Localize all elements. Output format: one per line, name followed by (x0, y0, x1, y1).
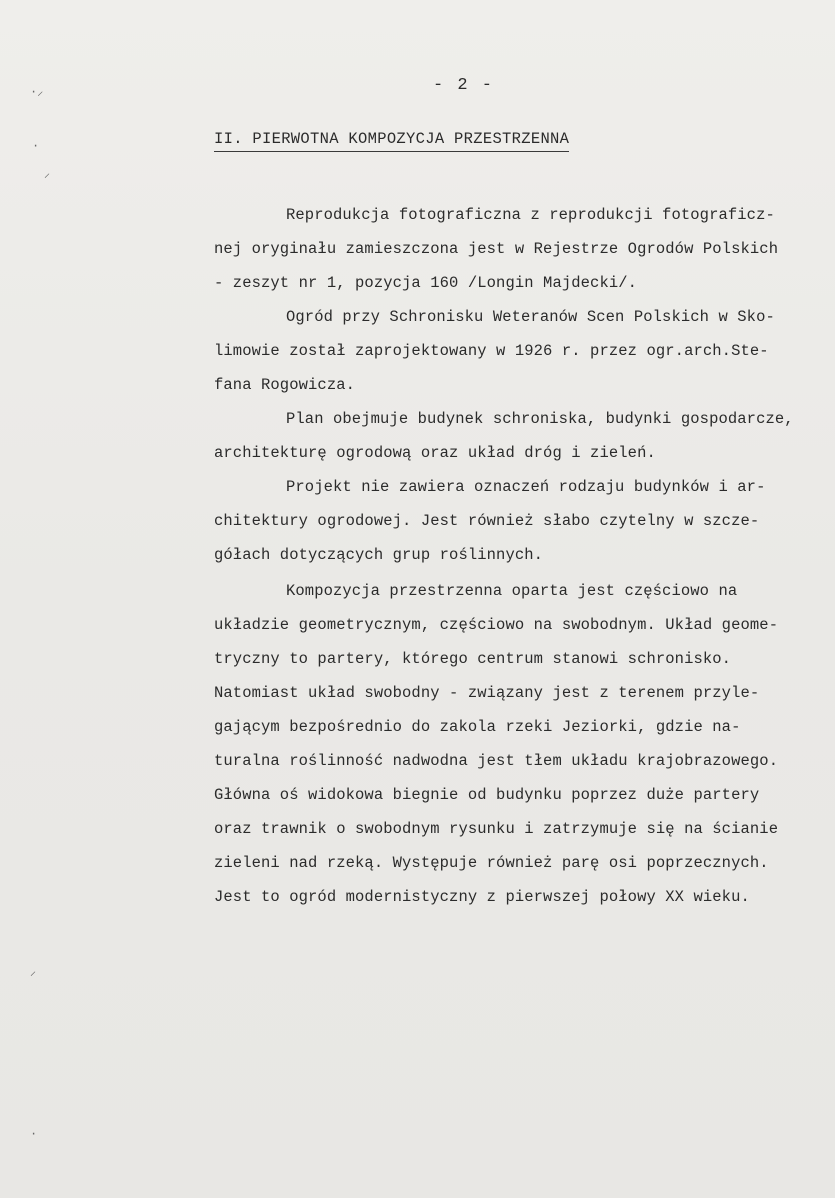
text-line: architekturę ogrodową oraz układ dróg i zieleń. (214, 444, 656, 462)
text-line: układzie geometrycznym, częściowo na swobodnym. Układ geome- (214, 616, 779, 634)
text-line: Kompozycja przestrzenna oparta jest częściowo na (286, 582, 738, 600)
text-line: Projekt nie zawiera oznaczeń rodzaju budynków i ar- (286, 478, 766, 496)
text-line: gającym bezpośrednio do zakola rzeki Jeziorki, gdzie na- (214, 718, 741, 736)
text-line: oraz trawnik o swobodnym rysunku i zatrzymuje się na ścianie (214, 820, 779, 838)
text-line: turalna roślinność nadwodna jest tłem układu krajobrazowego. (214, 752, 779, 770)
margin-mark: ·⸝ (30, 85, 44, 99)
text-line: Natomiast układ swobodny - związany jest z terenem przyle- (214, 684, 760, 702)
text-line: limowie został zaprojektowany w 1926 r. przez ogr.arch.Ste- (214, 342, 769, 360)
text-line: Reprodukcja fotograficzna z reprodukcji fotograficz- (286, 206, 775, 224)
text-line: Plan obejmuje budynek schroniska, budynki gospodarcze, (286, 410, 794, 428)
text-line: nej oryginału zamieszczona jest w Rejestrze Ogrodów Polskich (214, 240, 779, 258)
margin-mark: ⸝ (30, 965, 37, 979)
text-line: Ogród przy Schronisku Weteranów Scen Polskich w Sko- (286, 308, 775, 326)
text-line: zieleni nad rzeką. Występuje również parę osi poprzecznych. (214, 854, 769, 872)
section-heading: II. PIERWOTNA KOMPOZYCJA PRZESTRZENNA (214, 130, 569, 152)
text-line: gółach dotyczących grup roślinnych. (214, 546, 544, 564)
text-line: tryczny to partery, którego centrum stanowi schronisko. (214, 650, 732, 668)
text-line: - zeszyt nr 1, pozycja 160 /Longin Majdecki/. (214, 274, 638, 292)
margin-mark: · (30, 1127, 38, 1141)
text-line: Główna oś widokowa biegnie od budynku poprzez duże partery (214, 786, 760, 804)
text-line: fana Rogowicza. (214, 376, 356, 394)
margin-mark: · (32, 139, 40, 153)
text-line: Jest to ogród modernistyczny z pierwszej połowy XX wieku. (214, 888, 750, 906)
text-line: chitektury ogrodowej. Jest również słabo czytelny w szcze- (214, 512, 760, 530)
margin-mark: ⸝ (44, 167, 51, 181)
page-number: - 2 - (432, 76, 494, 95)
